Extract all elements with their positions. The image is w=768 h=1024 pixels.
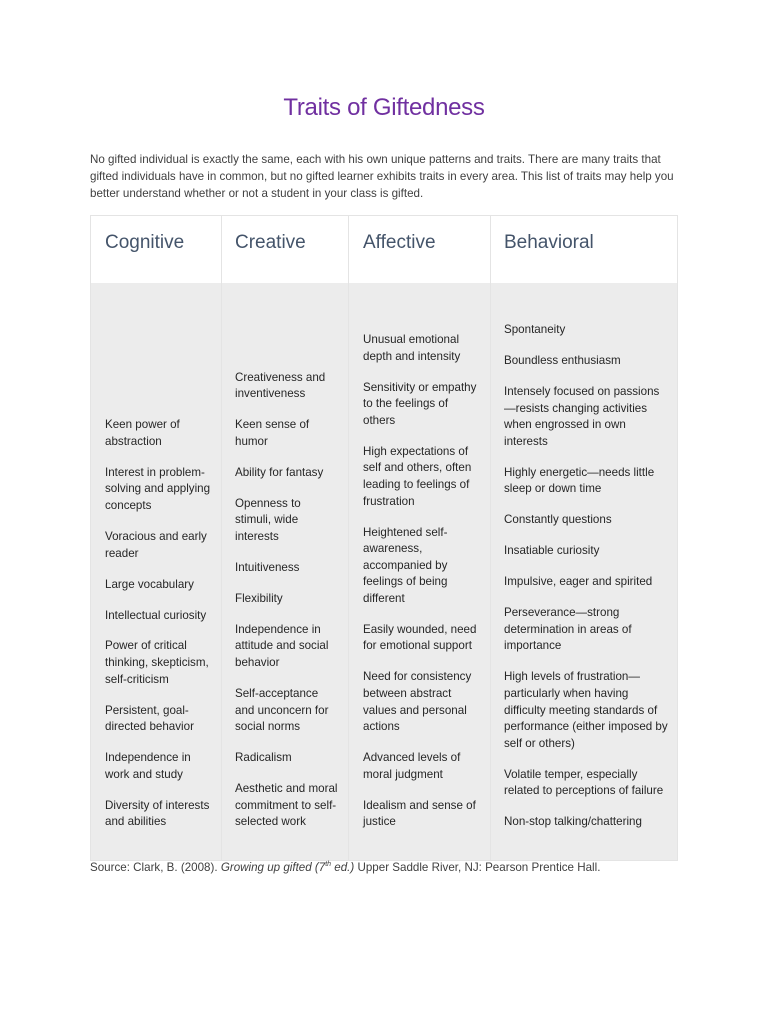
- trait-item: Intellectual curiosity: [105, 608, 207, 622]
- trait-item: Unusual emotional depth and intensity: [363, 333, 461, 363]
- trait-item: Persistent, goal-directed behavior: [105, 703, 194, 734]
- trait-item: Keen sense of humor: [235, 418, 310, 448]
- trait-item: Highly energetic—needs little sleep or down time: [504, 465, 655, 496]
- trait-item: Constantly questions: [504, 513, 612, 527]
- trait-item: Intuitiveness: [235, 560, 300, 574]
- trait-item: Interest in problem-solving and applying concepts: [105, 465, 211, 512]
- trait-item: Keen power of abstraction: [105, 418, 180, 448]
- table-body-row: [91, 283, 677, 860]
- column-cognitive: [105, 417, 211, 831]
- trait-item: Openness to stimuli, wide interests: [235, 496, 301, 543]
- trait-item: Independence in work and study: [105, 751, 191, 781]
- trait-item: Idealism and sense of justice: [363, 798, 476, 829]
- traits-table: [90, 215, 678, 861]
- trait-item: Radicalism: [235, 751, 292, 765]
- trait-item: High expectations of self and others, often leading to feelings of frustration: [363, 444, 472, 508]
- column-divider: [348, 216, 349, 860]
- page-title: Traits of Giftedness: [283, 94, 485, 121]
- trait-item: Independence in attitude and social behavior: [235, 622, 329, 670]
- source-citation: [90, 861, 600, 874]
- trait-item: Intensely focused on passions—resists changing activities when engrossed in own interests: [504, 385, 660, 448]
- intro-paragraph: No gifted individual is exactly the same, each with his own unique patterns and traits. There are many traits that gifted individuals have in common, but no gifted learner exhibits traits in every area. This list of traits may help you better understand whether or not a student in your class is gifted.: [90, 153, 674, 200]
- trait-item: Self-acceptance and unconcern for social norms: [235, 687, 329, 734]
- trait-item: Large vocabulary: [105, 577, 194, 591]
- column-divider: [221, 216, 222, 860]
- trait-item: Power of critical thinking, skepticism, self-criticism: [105, 639, 209, 686]
- trait-item: Ability for fantasy: [235, 465, 324, 479]
- trait-item: Boundless enthusiasm: [504, 354, 621, 368]
- source-suffix: Upper Saddle River, NJ: Pearson Prentice Hall.: [354, 861, 601, 874]
- trait-item: Need for consistency between abstract values and personal actions: [363, 670, 472, 734]
- column-creative: [235, 370, 339, 831]
- trait-item: Flexibility: [235, 591, 283, 605]
- trait-item: Spontaneity: [504, 323, 566, 337]
- source-book: Growing up gifted (7: [220, 861, 326, 874]
- column-divider: [490, 216, 491, 860]
- trait-item: Heightened self-awareness, accompanied by feelings of being different: [363, 525, 448, 605]
- trait-item: Easily wounded, need for emotional support: [363, 622, 477, 653]
- header-behavioral: Behavioral: [504, 232, 594, 253]
- source-book-end: ed.): [331, 861, 355, 874]
- table-header-row: [91, 216, 677, 283]
- trait-item: Diversity of interests and abilities: [105, 798, 210, 829]
- column-behavioral: [504, 322, 669, 831]
- source-prefix: Source: Clark, B. (2008).: [90, 861, 221, 874]
- source-edition-sup: th: [325, 861, 332, 869]
- trait-item: Voracious and early reader: [105, 529, 207, 560]
- header-affective: Affective: [363, 232, 436, 253]
- trait-item: Insatiable curiosity: [504, 544, 600, 558]
- column-affective: [363, 332, 481, 831]
- header-cognitive: Cognitive: [105, 232, 185, 253]
- source-book-title: [221, 861, 354, 874]
- header-creative: Creative: [235, 232, 306, 253]
- trait-item: Sensitivity or empathy to the feelings of others: [363, 380, 477, 427]
- trait-item: Volatile temper, especially related to perceptions of failure: [504, 767, 664, 798]
- trait-item: Aesthetic and moral commitment to self-selected work: [235, 782, 338, 829]
- trait-item: Non-stop talking/chattering: [504, 815, 642, 829]
- trait-item: Perseverance—strong determination in areas of importance: [504, 606, 632, 653]
- trait-item: Creativeness and inventiveness: [235, 370, 326, 401]
- trait-item: Impulsive, eager and spirited: [504, 575, 653, 589]
- trait-item: Advanced levels of moral judgment: [363, 751, 461, 781]
- trait-item: High levels of frustration—particularly when having difficulty meeting standards of performance (either imposed by self or others): [504, 670, 668, 750]
